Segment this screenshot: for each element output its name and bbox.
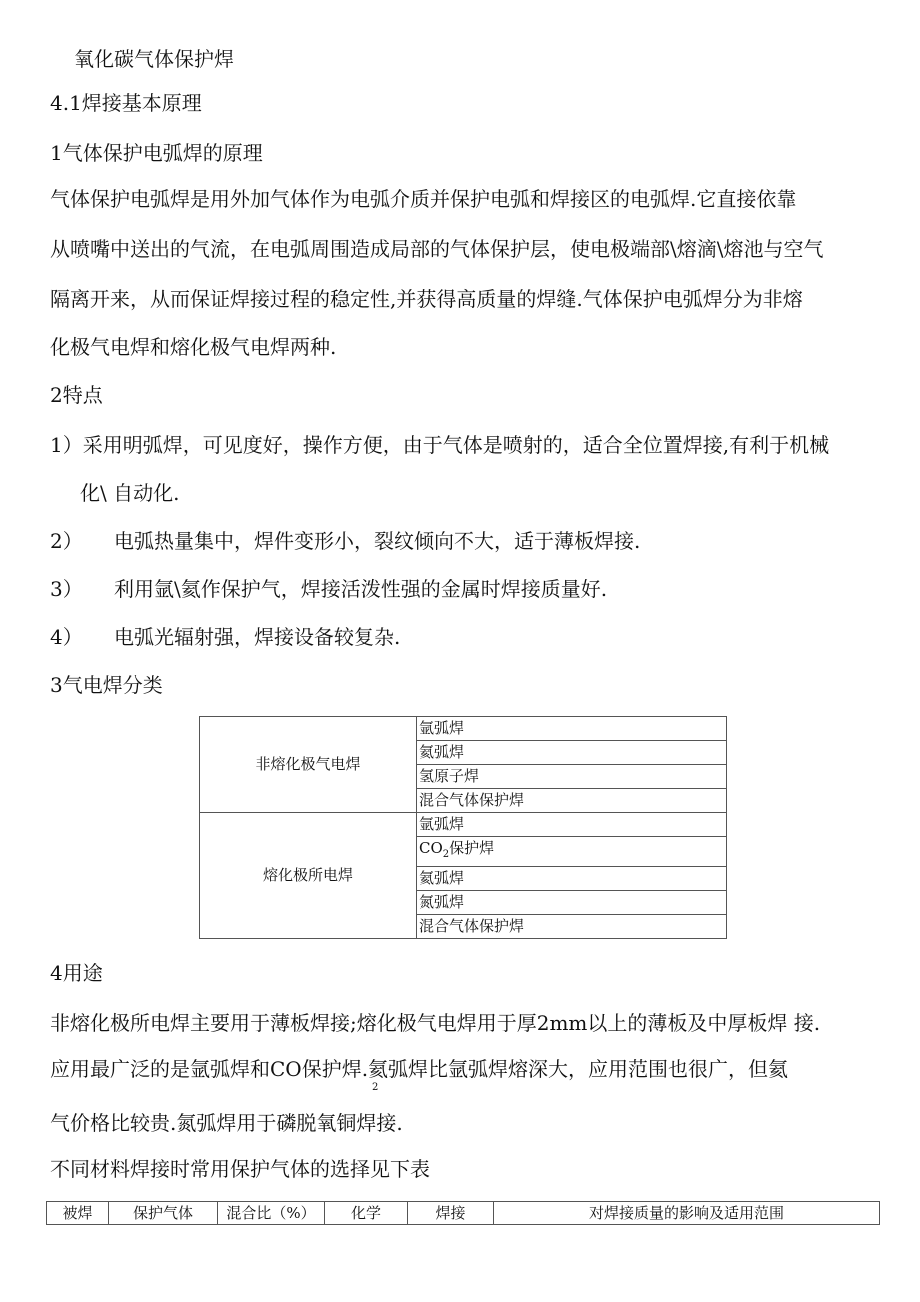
table-cell: 氩弧焊 — [417, 717, 727, 741]
feature-number: 3） — [50, 577, 83, 601]
co2-prefix: CO — [419, 839, 443, 857]
table-cell: 氮弧焊 — [417, 891, 727, 915]
co2-subscript: 2 — [442, 849, 450, 860]
subsection-heading-classification: 3气电焊分类 — [50, 673, 163, 697]
paragraph-line: 非熔化极所电焊主要用于薄板焊接;熔化极气电焊用于厚2mm以上的薄板及中厚板焊 接. — [50, 1011, 821, 1035]
column-header: 被焊 — [47, 1202, 109, 1225]
co2-suffix: 保护焊 — [449, 839, 495, 857]
subsection-heading-features: 2特点 — [50, 383, 103, 407]
classification-table — [199, 716, 727, 939]
feature-text: 电弧热量集中，焊件变形小，裂纹倾向不大，适于薄板焊接. — [114, 529, 641, 553]
column-header: 对焊接质量的影响及适用范围 — [494, 1202, 880, 1225]
paragraph-line: 气体保护电弧焊是用外加气体作为电弧介质并保护电弧和焊接区的电弧焊.它直接依靠 — [50, 187, 797, 211]
gas-selection-table — [46, 1201, 880, 1225]
document-title: 氧化碳气体保护焊 — [74, 47, 234, 71]
column-header: 化学 — [325, 1202, 408, 1225]
paragraph-line: 隔离开来，从而保证焊接过程的稳定性,并获得高质量的焊缝.气体保护电弧焊分为非熔 — [50, 287, 803, 311]
column-header: 混合比（%） — [218, 1202, 325, 1225]
group-name-cell: 熔化极所电焊 — [200, 813, 417, 939]
subsection-heading-principle: 1气体保护电弧焊的原理 — [50, 141, 263, 165]
table-intro: 不同材料焊接时常用保护气体的选择见下表 — [50, 1157, 430, 1181]
section-heading: 4.1焊接基本原理 — [50, 91, 202, 115]
group-name-cell: 非熔化极气电焊 — [200, 717, 417, 813]
feature-item-1-continuation: 化\ 自动化. — [80, 481, 180, 505]
feature-number: 2） — [50, 529, 83, 553]
table-cell: 氩弧焊 — [417, 813, 727, 837]
paragraph-line: 化极气电焊和熔化极气电焊两种. — [50, 335, 337, 359]
table-cell: 氢原子焊 — [417, 765, 727, 789]
feature-number: 4） — [50, 625, 83, 649]
feature-item-1 — [50, 432, 829, 458]
paragraph-line: 应用最广泛的是氩弧焊和CO保护焊.氦弧焊比氩弧焊熔深大，应用范围也很广，但氦 — [50, 1057, 789, 1081]
table-cell-co2 — [417, 837, 727, 867]
feature-number: 1） — [50, 433, 83, 457]
feature-text: 电弧光辐射强，焊接设备较复杂. — [114, 625, 401, 649]
table-cell: 混合气体保护焊 — [417, 915, 727, 939]
table-cell: 氦弧焊 — [417, 741, 727, 765]
table-header-row — [47, 1202, 880, 1225]
table-cell: 混合气体保护焊 — [417, 789, 727, 813]
column-header: 焊接 — [408, 1202, 494, 1225]
table-cell: 氦弧焊 — [417, 867, 727, 891]
column-header: 保护气体 — [109, 1202, 218, 1225]
paragraph-line: 从喷嘴中送出的气流，在电弧周围造成局部的气体保护层，使电极端部\熔滴\熔池与空气 — [50, 237, 824, 261]
paragraph-line: 气价格比较贵.氮弧焊用于磷脱氧铜焊接. — [50, 1111, 403, 1135]
table-row — [200, 717, 727, 741]
feature-text: 采用明弧焊，可见度好，操作方便，由于气体是喷射的，适合全位置焊接,有利于机械 — [82, 433, 830, 457]
subscript-mark: 2 — [372, 1082, 379, 1093]
feature-text: 利用氩\氦作保护气，焊接活泼性强的金属时焊接质量好. — [114, 577, 608, 601]
table-row — [200, 813, 727, 837]
subsection-heading-usage: 4用途 — [50, 961, 103, 985]
